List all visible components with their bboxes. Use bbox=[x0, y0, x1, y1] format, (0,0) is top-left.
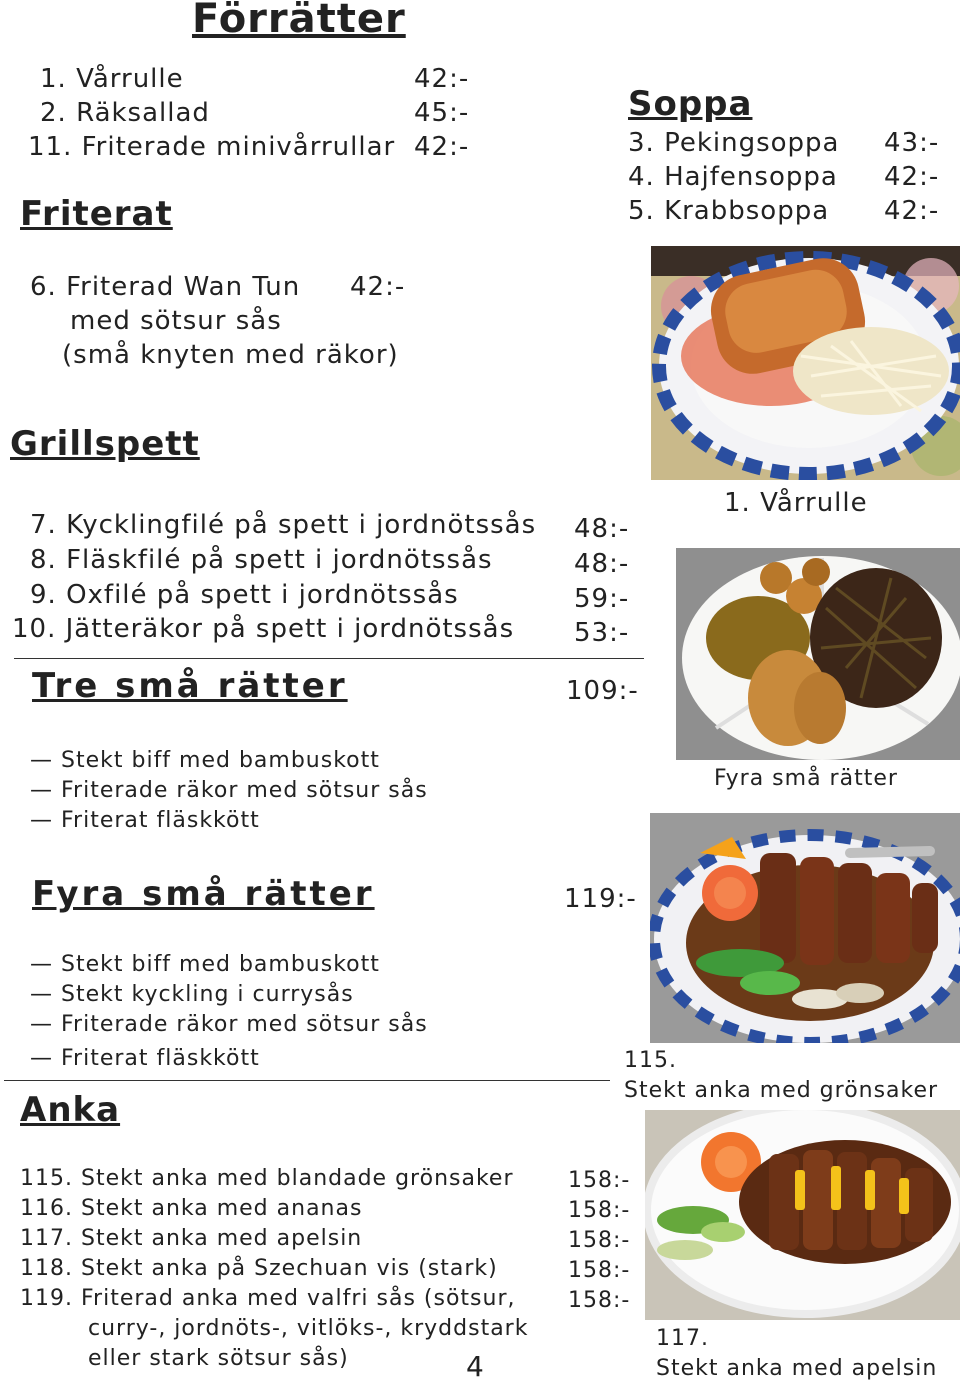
photo-caption: 1. Vårrulle bbox=[724, 488, 868, 518]
menu-item-name: 115. Stekt anka med blandade grönsaker bbox=[20, 1166, 514, 1191]
forratter-heading: Förrätter bbox=[192, 0, 406, 42]
list-item: — Stekt kyckling i currysås bbox=[30, 982, 354, 1007]
menu-item-name: 1. Vårrulle bbox=[40, 64, 184, 94]
grillspett-heading: Grillspett bbox=[10, 424, 200, 464]
menu-item-price: 48:- bbox=[574, 514, 630, 544]
menu-item-name: 10. Jätteräkor på spett i jordnötssås bbox=[12, 614, 515, 644]
menu-item-description: (små knyten med räkor) bbox=[62, 340, 399, 370]
menu-item-name: 7. Kycklingfilé på spett i jordnötssås bbox=[30, 510, 537, 540]
menu-item-name: 117. Stekt anka med apelsin bbox=[20, 1226, 363, 1251]
menu-item-description: curry-, jordnöts-, vitlöks-, kryddstark bbox=[88, 1316, 529, 1341]
menu-item-name: 3. Pekingsoppa bbox=[628, 128, 840, 158]
menu-item-name: 8. Fläskfilé på spett i jordnötssås bbox=[30, 545, 493, 575]
photo-caption: Stekt anka med apelsin bbox=[656, 1356, 938, 1381]
menu-item-price: 59:- bbox=[574, 584, 630, 614]
photo-caption: Fyra små rätter bbox=[714, 766, 898, 791]
fyra-heading: Fyra små rätter bbox=[32, 874, 375, 914]
menu-item-name: 116. Stekt anka med ananas bbox=[20, 1196, 363, 1221]
menu-item-price: 42:- bbox=[414, 64, 470, 94]
menu-item-price: 53:- bbox=[574, 618, 630, 648]
menu-item-price: 43:- bbox=[884, 128, 940, 158]
menu-item-name: 118. Stekt anka på Szechuan vis (stark) bbox=[20, 1256, 498, 1281]
set-price: 119:- bbox=[564, 884, 637, 914]
divider bbox=[14, 658, 644, 659]
menu-item-price: 42:- bbox=[350, 272, 406, 302]
menu-item-name: 5. Krabbsoppa bbox=[628, 196, 830, 226]
set-price: 109:- bbox=[566, 676, 639, 706]
list-item: — Stekt biff med bambuskott bbox=[30, 748, 380, 773]
friterat-heading: Friterat bbox=[20, 194, 173, 234]
photo-caption: Stekt anka med grönsaker bbox=[624, 1078, 939, 1103]
menu-item-name: 6. Friterad Wan Tun bbox=[30, 272, 301, 302]
menu-item-price: 158:- bbox=[568, 1258, 631, 1283]
menu-item-name: 2. Räksallad bbox=[40, 98, 210, 128]
menu-item-price: 48:- bbox=[574, 549, 630, 579]
menu-item-price: 158:- bbox=[568, 1168, 631, 1193]
list-item: — Friterade räkor med sötsur sås bbox=[30, 778, 428, 803]
page-number: 4 bbox=[466, 1350, 484, 1383]
menu-item-price: 42:- bbox=[884, 196, 940, 226]
menu-item-price: 42:- bbox=[414, 132, 470, 162]
menu-item-price: 45:- bbox=[414, 98, 470, 128]
menu-item-price: 158:- bbox=[568, 1228, 631, 1253]
tre-heading: Tre små rätter bbox=[32, 666, 348, 706]
list-item: — Stekt biff med bambuskott bbox=[30, 952, 380, 977]
menu-item-name: 11. Friterade minivårrullar bbox=[28, 132, 396, 162]
divider bbox=[4, 1080, 610, 1081]
duck-vegetables-photo bbox=[650, 813, 960, 1043]
list-item: — Friterat fläskkött bbox=[30, 1046, 260, 1071]
soppa-heading: Soppa bbox=[628, 84, 753, 124]
menu-item-price: 158:- bbox=[568, 1288, 631, 1313]
menu-item-description: eller stark sötsur sås) bbox=[88, 1346, 349, 1371]
menu-item-name: 9. Oxfilé på spett i jordnötssås bbox=[30, 580, 459, 610]
springroll-photo bbox=[651, 246, 960, 480]
duck-orange-photo bbox=[645, 1110, 960, 1320]
list-item: — Friterade räkor med sötsur sås bbox=[30, 1012, 428, 1037]
menu-item-price: 158:- bbox=[568, 1198, 631, 1223]
menu-item-name: 119. Friterad anka med valfri sås (sötsur, bbox=[20, 1286, 516, 1311]
list-item: — Friterat fläskkött bbox=[30, 808, 260, 833]
anka-heading: Anka bbox=[20, 1090, 121, 1130]
four-dishes-photo bbox=[676, 548, 960, 760]
menu-item-name: 4. Hajfensoppa bbox=[628, 162, 838, 192]
menu-item-description: med sötsur sås bbox=[70, 306, 282, 336]
photo-caption-number: 117. bbox=[656, 1326, 709, 1351]
menu-item-price: 42:- bbox=[884, 162, 940, 192]
photo-caption-number: 115. bbox=[624, 1048, 677, 1073]
